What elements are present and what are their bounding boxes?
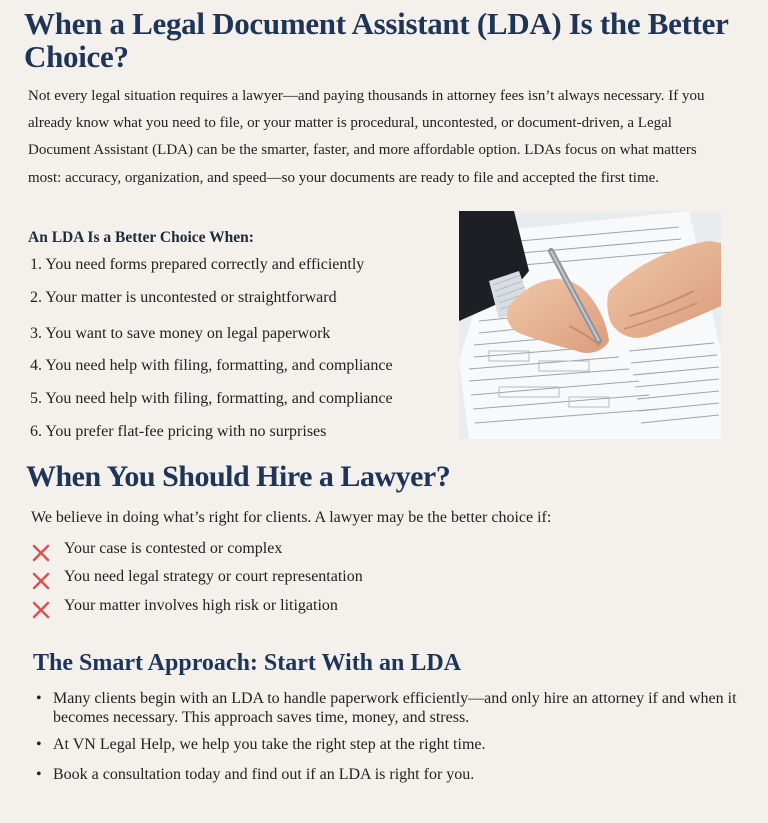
hire-lawyer-heading: When You Should Hire a Lawyer?: [26, 460, 451, 493]
approach-bullet: • At VN Legal Help, we help you take the right step at the right time.: [53, 735, 743, 754]
signing-document-photo: [459, 211, 721, 439]
signing-document-illustration: [459, 211, 721, 439]
lawyer-reason-text: Your case is contested or complex: [64, 540, 283, 557]
red-x-icon: [31, 571, 51, 591]
lawyer-reason-text: You need legal strategy or court representation: [64, 568, 363, 585]
hire-lawyer-intro: We believe in doing what’s right for clients. A lawyer may be the better choice if:: [31, 509, 552, 526]
intro-paragraph: Not every legal situation requires a lawyer—and paying thousands in attorney fees isn’t always necessary. If you already know what you need to file, or your matter is procedural, uncontested, or document-driven, a Legal Document Assistant (LDA) can be the smarter, faster, and more affordable option. LDAs focus on what matters most: accuracy, organization, and speed—so your documents are ready to file and accepted the first time.: [28, 88, 705, 186]
lawyer-reason-text: Your matter involves high risk or litigation: [64, 597, 338, 614]
red-x-icon: [31, 543, 51, 563]
lda-reason-item: 6. You prefer flat-fee pricing with no surprises: [30, 423, 327, 440]
lda-reason-item: 5. You need help with filing, formatting, and compliance: [30, 390, 393, 407]
approach-bullet: • Book a consultation today and find out if an LDA is right for you.: [53, 765, 743, 784]
lda-reason-item: 1. You need forms prepared correctly and efficiently: [30, 256, 365, 273]
red-x-icon: [31, 600, 51, 620]
lda-reason-item: 2. Your matter is uncontested or straightforward: [30, 289, 337, 306]
lda-reason-item: 4. You need help with filing, formatting, and compliance: [30, 357, 393, 374]
lda-better-choice-heading: An LDA Is a Better Choice When:: [28, 229, 254, 246]
smart-approach-heading: The Smart Approach: Start With an LDA: [33, 650, 462, 676]
approach-bullet: • Many clients begin with an LDA to handle paperwork efficiently—and only hire an attorney if and when it becomes necessary. This approach saves time, money, and stress.: [53, 689, 743, 727]
page-title: When a Legal Document Assistant (LDA) Is the Better Choice?: [24, 6, 728, 74]
lda-reason-item: 3. You want to save money on legal paperwork: [30, 325, 331, 342]
